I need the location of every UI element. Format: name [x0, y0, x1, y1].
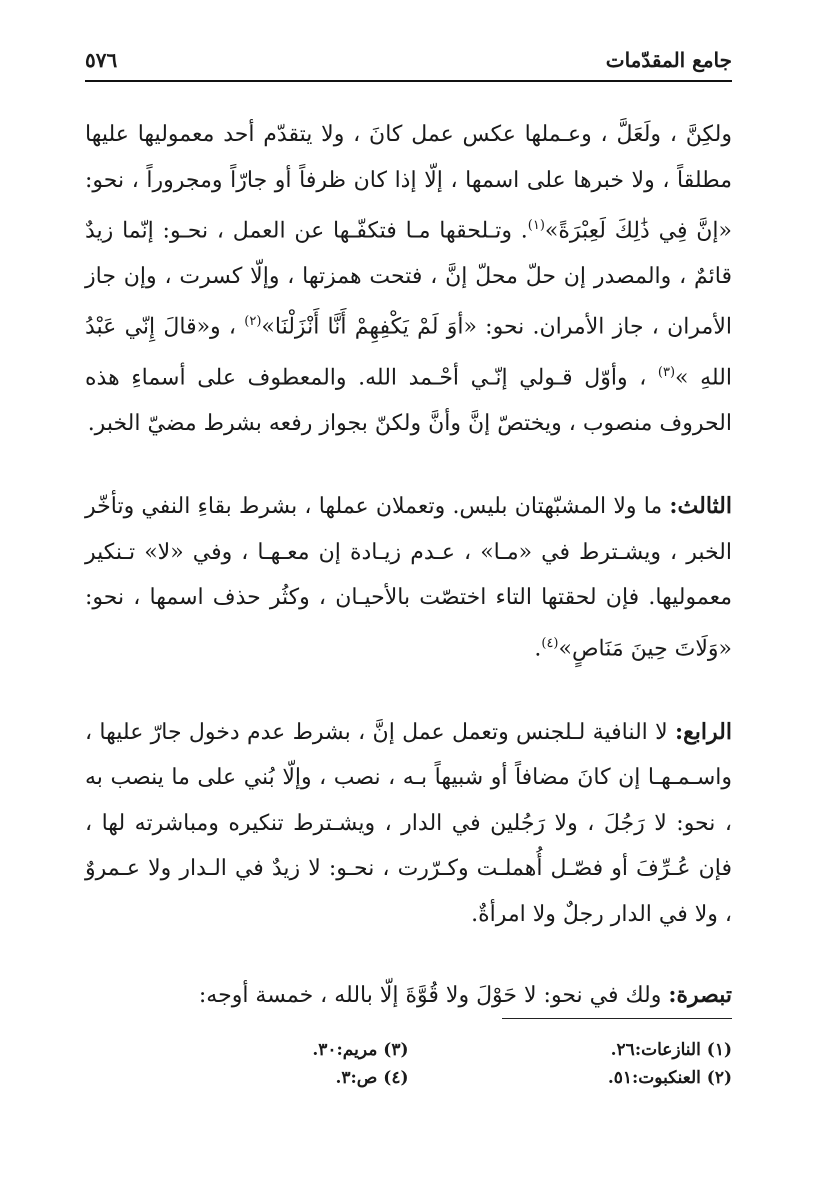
paragraph-fourth: الرابع: لا النافية لـلجنس وتعمل عمل إنَّ ، بشرط عدم دخول جارّ عليها ، واسـمـهـا إن كانَ مضافاً أو شبيهاً بـه ، نصب ، وإلّا بُني على ما ينصب به ، نحو: لا رَجُلَ ، ولا رَجُلين في الدار ، ويشـترط تنكيره ومباشرته لها ، فإن عُـرِّفَ أو فصّـل أُهملـت وكـرّرت ، نحـو: لا زيدٌ في الـدار ولا عـمروٌ ، ولا في الدار رجلٌ ولا امرأةٌ. — [85, 718, 732, 927]
section-term-note: تبصرة: — [668, 982, 732, 1009]
footnote-ref-3: (٣) — [657, 365, 676, 381]
page-body — [85, 112, 732, 1019]
page-number: ٥٧٦ — [85, 48, 118, 72]
footnote-1: (١) النازعات:٢٦. — [610, 1040, 732, 1060]
running-header — [85, 40, 732, 82]
footnote-4: (٤) ص:٣. — [335, 1068, 409, 1088]
footnotes — [85, 1040, 732, 1088]
section-term-fourth: الرابع: — [674, 718, 732, 745]
footnote-3: (٣) مريم:٣٠. — [312, 1040, 409, 1060]
footnote-separator — [502, 1018, 732, 1019]
section-term-third: الثالث: — [669, 493, 732, 520]
paragraph-third: الثالث: ما ولا المشبّهتان بليس. وتعملان عملها ، بشرط بقاءِ النفي وتأخّر الخبر ، ويشـترط في «مـا» ، عـدم زيـادة إن معـهـا ، وفي «لا» تـنكير معموليها. فإن لحقتها التاء اختصّت بالأحيـان ، وكثُر حذف اسمها ، نحو: «وَلَاتَ حِينَ مَنَاصٍ»$^{(٤)}$. — [85, 493, 732, 662]
footnote-ref-4: (٤) — [541, 635, 559, 651]
footnote-ref-1: (١) — [527, 218, 545, 233]
paragraph-1: ولكِنَّ ، ولَعَلَّ ، وعـملها عكس عمل كانَ ، ولا يتقدّم أحد معموليها عليها مطلقاً ، ولا خبرها على اسمها ، إلّا إذا كان ظرفاً أو جارّاً ومجروراً ، نحو: «إنَّ فِي ذَٰلِكَ لَعِبْرَةً»$^{(١)}$. وتـلحقها مـا فتكفّـها عن العمل ، نحـو: إنّما زيدٌ قائمٌ ، والمصدر إن حلّ محلّ إنَّ ، فتحت همزتها ، وإلّا كسرت ، وإن جاز الأمران ، جاز الأمران. نحو: «أوَ لَمْ يَكْفِهِمْ أَنَّا أَنْزَلْنَا»$^{(٢)}$ ، و«قالَ إِنّي عَبْدُ اللهِ »$^{(٣)}$ ، وأوّل قـولي إنّـي أحْـمد الله. والمعطوف على أسماءِ هذه الحروف منصوب ، ويختصّ إنَّ وأنَّ ولكنّ بجواز رفعه بشرط مضيّ الخبر. — [85, 122, 732, 436]
footnote-2: (٢) العنكبوت:٥١. — [607, 1068, 732, 1088]
footnote-ref-2: (٢) — [244, 314, 262, 330]
running-title: جامع المقدّمات — [605, 48, 732, 72]
paragraph-note: تبصرة: ولك في نحو: لا حَوْلَ ولا قُوَّةَ إلّا بالله ، خمسة أوجه: — [198, 982, 732, 1009]
